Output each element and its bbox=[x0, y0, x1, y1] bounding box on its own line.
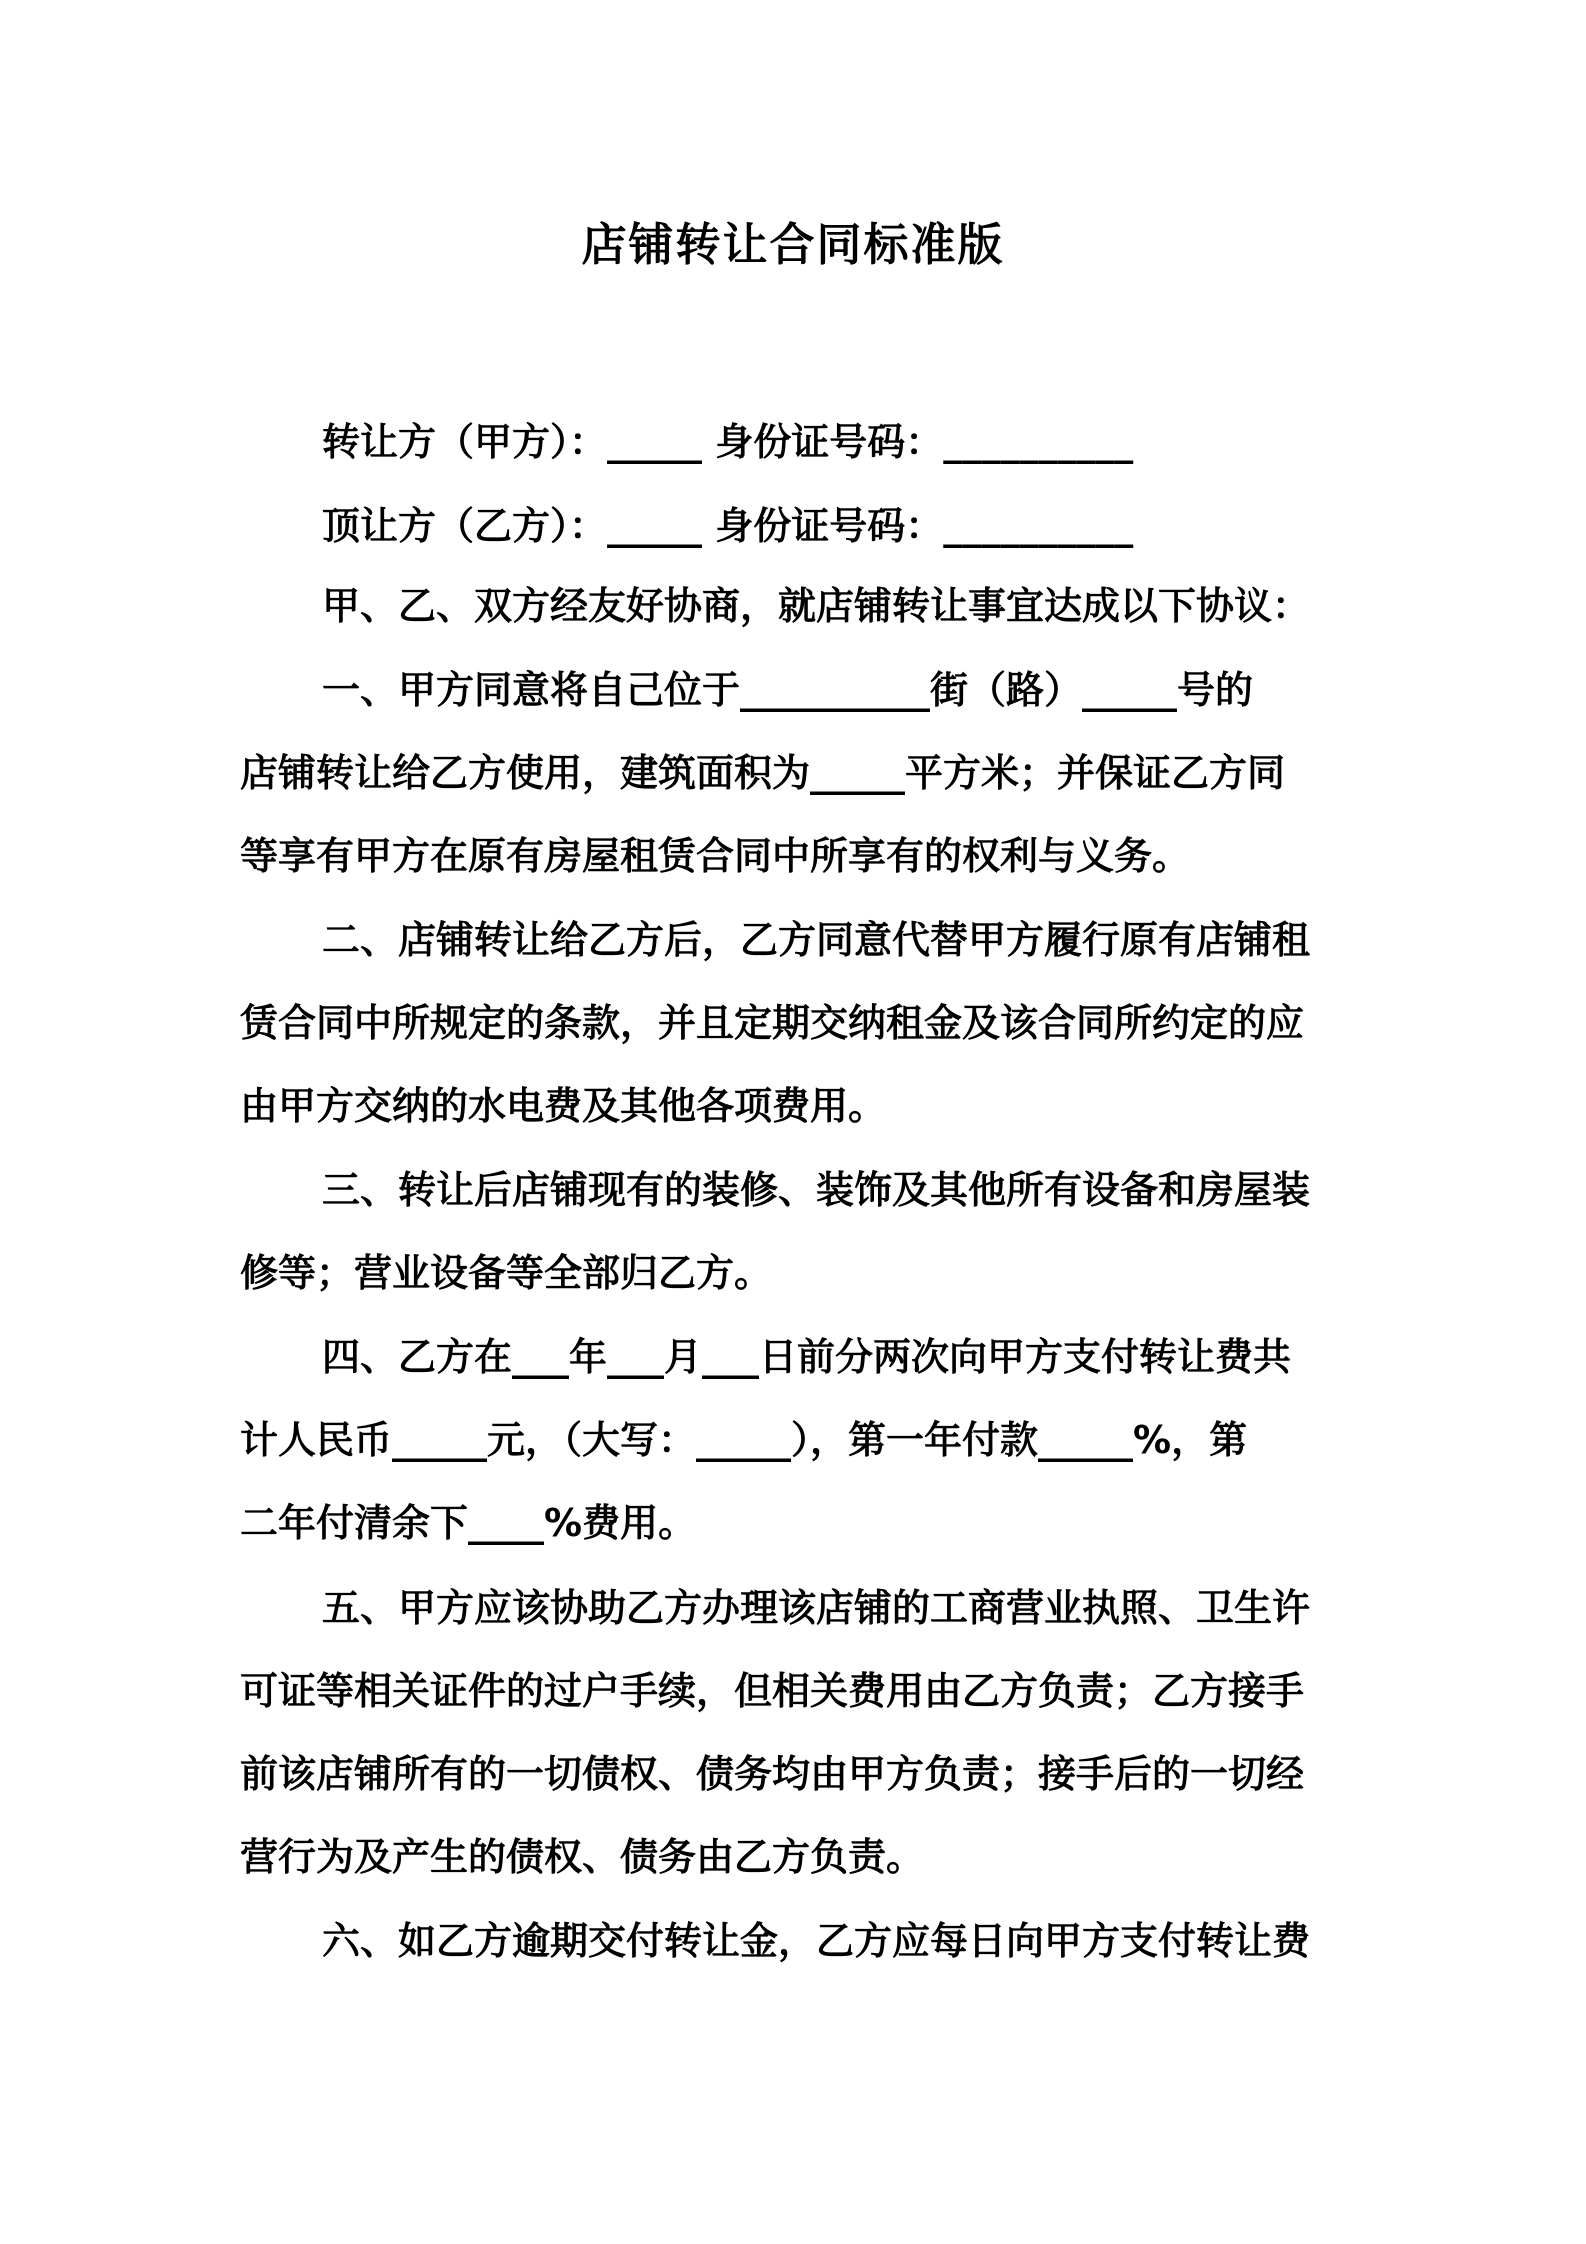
clause-5-line-4: 营行为及产生的债权、债务由乙方负责。 bbox=[240, 1835, 925, 1879]
clause-1-line-2: 店铺转让给乙方使用，建筑面积为_____平方米；并保证乙方同 bbox=[240, 751, 1286, 795]
clause-5-line-3: 前该店铺所有的一切债权、债务均由甲方负责；接手后的一切经 bbox=[240, 1752, 1305, 1796]
clause-2-line-1: 二、店铺转让给乙方后，乙方同意代替甲方履行原有店铺租 bbox=[322, 918, 1311, 962]
clause-4-line-2: 计人民币_____元，（大写：_____），第一年付款_____%，第 bbox=[240, 1418, 1248, 1462]
agreement-intro: 甲、乙、双方经友好协商，就店铺转让事宜达成以下协议： bbox=[322, 584, 1311, 628]
clause-5-line-2: 可证等相关证件的过户手续，但相关费用由乙方负责；乙方接手 bbox=[240, 1669, 1305, 1713]
party-b-line: 顶让方（乙方）：_____ 身份证号码：__________ bbox=[322, 504, 1134, 548]
clause-4-line-3: 二年付清余下____%费用。 bbox=[240, 1501, 697, 1545]
clause-3-line-1: 三、转让后店铺现有的装修、装饰及其他所有设备和房屋装 bbox=[322, 1168, 1311, 1212]
clause-5-line-1: 五、甲方应该协助乙方办理该店铺的工商营业执照、卫生许 bbox=[322, 1586, 1311, 1630]
clause-6-line-1: 六、如乙方逾期交付转让金，乙方应每日向甲方支付转让费 bbox=[322, 1919, 1311, 1963]
clause-1-line-3: 等享有甲方在原有房屋租赁合同中所享有的权利与义务。 bbox=[240, 834, 1191, 878]
clause-4-line-1: 四、乙方在___年___月___日前分两次向甲方支付转让费共 bbox=[322, 1335, 1292, 1379]
clause-2-line-2: 赁合同中所规定的条款，并且定期交纳租金及该合同所约定的应 bbox=[240, 1001, 1305, 1045]
party-a-line: 转让方（甲方）：_____ 身份证号码：__________ bbox=[322, 420, 1134, 464]
clause-3-line-2: 修等；营业设备等全部归乙方。 bbox=[240, 1251, 773, 1295]
clause-2-line-3: 由甲方交纳的水电费及其他各项费用。 bbox=[240, 1084, 887, 1128]
clause-1-line-1: 一、甲方同意将自己位于__________街（路）_____号的 bbox=[322, 668, 1254, 712]
document-title: 店铺转让合同标准版 bbox=[581, 218, 1005, 271]
